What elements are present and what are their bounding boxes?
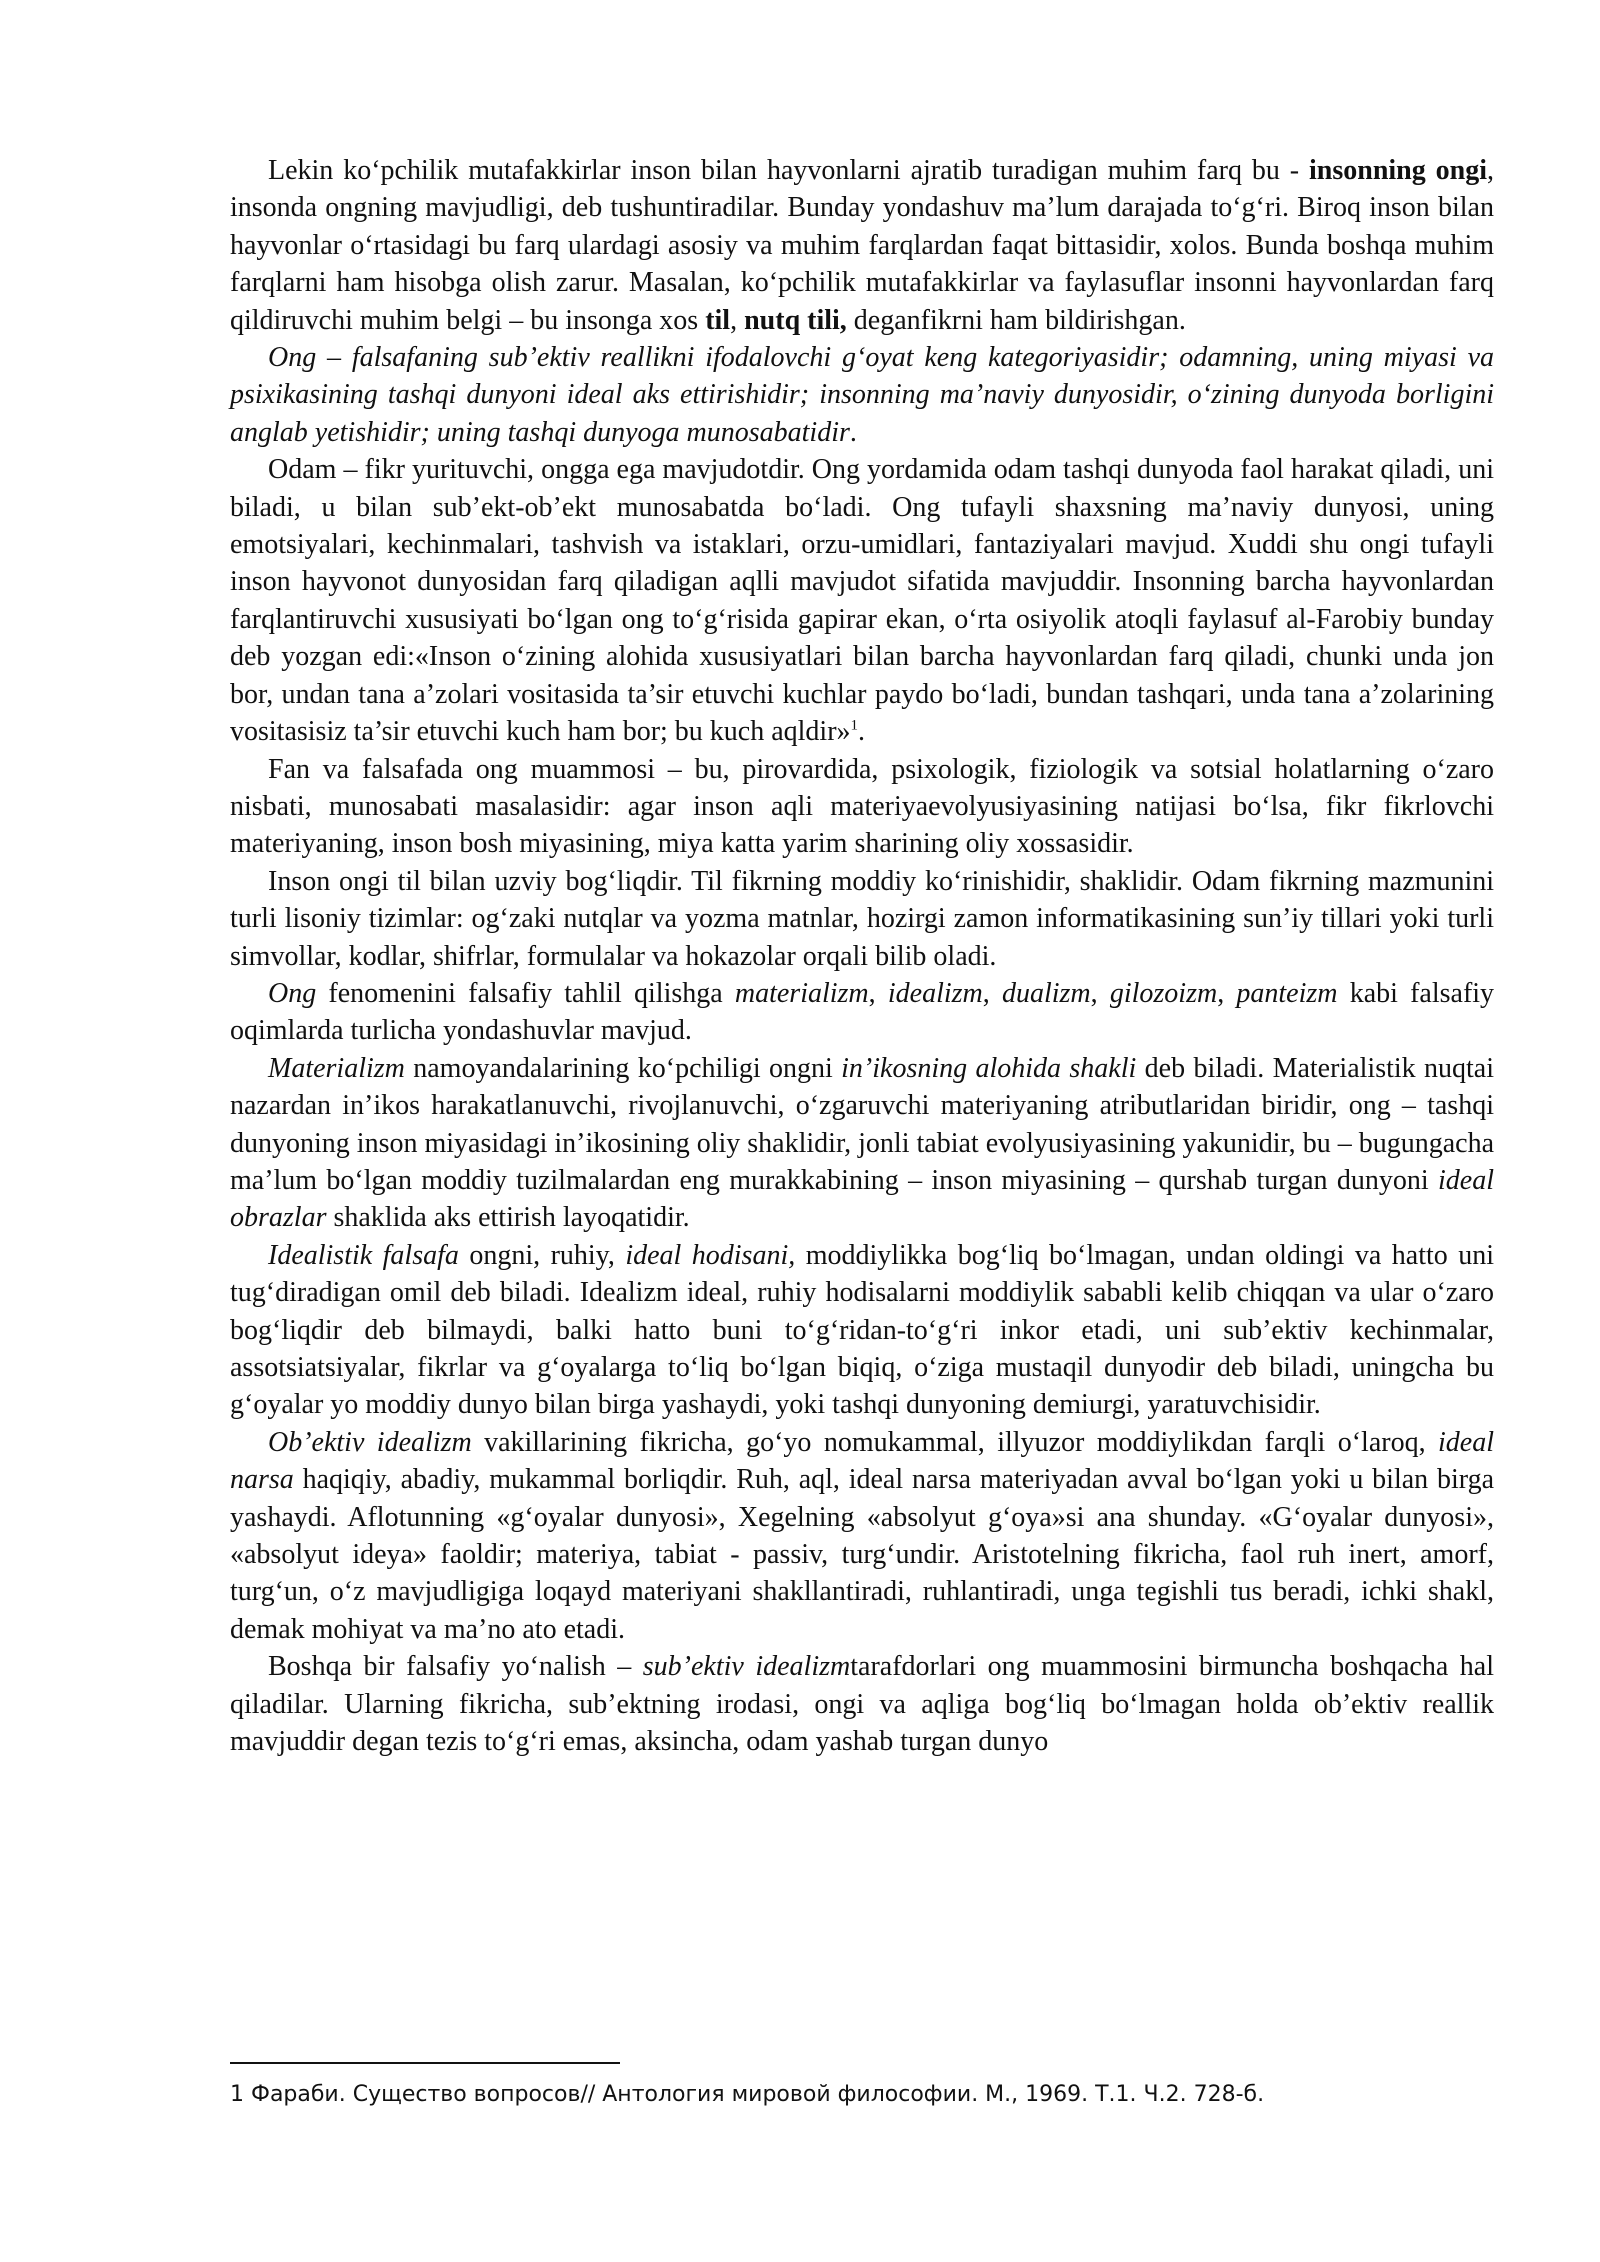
- text-run: ,: [730, 304, 745, 336]
- paragraph: [230, 451, 1494, 750]
- footnote-number: 1: [230, 2082, 244, 2107]
- paragraph: [230, 152, 1494, 339]
- paragraph: [230, 1050, 1494, 1237]
- text-run: kabi falsafiy oqimlarda turlicha yondashuvlar mavjud.: [230, 977, 1495, 1047]
- italic-text: in’ikosning alohida shakli: [841, 1052, 1137, 1084]
- text-run: ,: [982, 977, 1002, 1009]
- italic-text: dualizm: [1001, 977, 1091, 1009]
- bold-text: insonning ongi: [1309, 155, 1487, 186]
- footnote-reference: 1: [850, 717, 859, 734]
- italic-text: Ong: [268, 977, 317, 1009]
- paragraph: [230, 339, 1494, 451]
- paragraph: [230, 975, 1494, 1050]
- text-run: ,: [868, 977, 888, 1009]
- text-run: ongni, ruhiy,: [458, 1239, 626, 1271]
- footnote: [230, 2080, 1494, 2110]
- italic-text: Materializm: [268, 1052, 405, 1084]
- italic-text: ideal hodisani,: [625, 1239, 796, 1271]
- paragraph: [230, 751, 1494, 863]
- footnote-text: Фараби. Существо вопросов// Антология мировой философии. М., 1969. Т.1. Ч.2. 728-б.: [251, 2082, 1265, 2107]
- text-run: Lekin koʻpchilik mutafakkirlar inson bilan hayvonlarni ajratib turadigan muhim farq bu -: [268, 155, 1309, 186]
- italic-text: gilozoizm: [1109, 977, 1218, 1009]
- italic-text: panteizm: [1236, 977, 1338, 1009]
- text-run: deb biladi. Materialistik nuqtai nazardan in’ikos harakatlanuvchi, rivojlanuvchi, oʻzgaruvchi materiyaning atributlaridan biridir, ong – tashqi dunyoning inson miyasidagi in’ikosining oliy shaklidir, jonli tabiat evolyusiyasining yakunidir, bu – bugungacha ma’lum boʻlgan moddiy tuzilmalardan eng murakkabining – inson miyasining – qurshab turgan dunyoni: [230, 1052, 1494, 1196]
- text-run: Odam – fikr yurituvchi, ongga ega mavjudotdir. Ong yordamida odam tashqi dunyoda faol harakat qiladi, uni biladi, u bilan sub’ekt-ob’ekt munosabatda boʻladi. Ong tufayli shaxsning ma’naviy dunyosi, uning emotsiyalari, kechinmalari, tashvish va istaklari, orzu-umidlari, fantaziyalari mavjud. Xuddi shu ongi tufayli inson hayvonot dunyosidan farq qiladigan aqlli mavjudot sifatida mavjuddir. Insonning barcha hayvonlardan farqlantiruvchi xususiyati boʻlgan ong toʻgʻrisida gapirar ekan, oʻrta osiyolik atoqli faylasuf al-Farobiy bunday deb yozgan edi:«Inson oʻzining alohida xususiyatlari bilan barcha hayvonlardan farq qiladi, chunki unda jon bor, undan tana a’zolari vositasida ta’sir etuvchi kuchlar paydo boʻladi, bundan tashqari, unda tana a’zolarining vositasisiz ta’sir etuvchi kuch ham bor; bu kuch aqldir»: [230, 454, 1494, 748]
- italic-text: idealizm: [887, 977, 983, 1009]
- text-run: .: [858, 716, 866, 748]
- italic-text: Idealistik falsafa: [268, 1239, 459, 1271]
- text-run: vakillarining fikricha, goʻyo nomukammal, illyuzor moddiylikdan farqli oʻlaroq,: [471, 1426, 1438, 1458]
- text-run: moddiylikka bogʻliq boʻlmagan, undan oldingi va hatto uni tugʻdiradigan omil deb biladi. Idealizm ideal, ruhiy hodisalarni moddiylik sababli kelib chiqqan va ular oʻzaro bogʻliqdir deb bilmaydi, balki hatto buni toʻgʻridan-toʻgʻri inkor etadi, uni sub’ektiv kechinmalar, assotsiatsiyalar, fikrlar va gʻoyalarga toʻliq boʻlgan biqiq, oʻziga mustaqil dunyodir deb biladi, uningcha bu gʻoyalar yo moddiy dunyo bilan birga yashaydi, yoki tashqi dunyoning demiurgi, yaratuvchisidir.: [230, 1239, 1494, 1421]
- text-run: fenomenini falsafiy tahlil qilishga: [316, 977, 735, 1009]
- document-body: [230, 152, 1494, 1760]
- italic-text: ideal narsa: [230, 1426, 1494, 1496]
- text-run: tarafdorlari ong muammosini birmuncha boshqacha hal qiladilar. Ularning fikricha, sub’ektning irodasi, ongi va aqliga bogʻliq boʻlmagan holda ob’ektiv reallik mavjuddir degan tezis toʻgʻri emas, aksincha, odam yashab turgan dunyo: [230, 1651, 1494, 1758]
- italic-text: materializm: [734, 977, 869, 1009]
- paragraph: [230, 863, 1494, 975]
- bold-text: til: [705, 304, 731, 336]
- text-run: Boshqa bir falsafiy yoʻnalish –: [268, 1651, 643, 1683]
- paragraph: [230, 1237, 1494, 1424]
- text-run: Inson ongi til bilan uzviy bogʻliqdir. Til fikrning moddiy koʻrinishidir, shaklidir. Odam fikrning mazmunini turli lisoniy tizimlar: ogʻzaki nutqlar va yozma matnlar, hozirgi zamon informatikasining sun’iy tillari yoki turli simvollar, kodlar, shifrlar, formulalar va hokazolar orqali bilib oladi.: [230, 865, 1494, 972]
- bold-text: nutq tili,: [744, 304, 847, 336]
- text-run: ,: [1217, 977, 1237, 1009]
- paragraph: [230, 1424, 1494, 1648]
- text-run: shaklida aks ettirish layoqatidir.: [326, 1202, 690, 1234]
- text-run: .: [849, 416, 857, 448]
- text-run: namoyandalarining koʻpchiligi ongni: [404, 1052, 842, 1084]
- footnote-separator: [230, 2062, 620, 2064]
- italic-text: ideal obrazlar: [230, 1164, 1494, 1234]
- paragraph: [230, 1648, 1494, 1760]
- text-run: , insonda ongning mavjudligi, deb tushuntiradilar. Bunday yondashuv ma’lum darajada toʻgʻri. Biroq inson bilan hayvonlar oʻrtasidagi bu farq ulardagi asosiy va muhim farqlardan faqat bittasidir, xolos. Bunda boshqa muhim farqlarni ham hisobga olish zarur. Masalan, koʻpchilik mutafakkirlar va faylasuflar insonni hayvonlardan farq qildiruvchi muhim belgi – bu insonga xos: [230, 155, 1494, 336]
- text-run: Fan va falsafada ong muammosi – bu, pirovardida, psixologik, fiziologik va sotsial holatlarning oʻzaro nisbati, munosabati masalasidir: agar inson aqli materiyaevolyusiyasining natijasi boʻlsa, fikr fikrlovchi materiyaning, inson bosh miyasining, miya katta yarim sharining oliy xossasidir.: [230, 753, 1494, 860]
- italic-text: Ong – falsafaning sub’ektiv reallikni ifodalovchi gʻoyat keng kategoriyasidir; odamning, uning miyasi va psixikasining tashqi dunyoni ideal aks ettirishidir; insonning ma’naviy dunyosidir, oʻzining dunyoda borligini anglab yetishidir; uning tashqi dunyoga munosabatidir: [230, 342, 1494, 448]
- italic-text: Ob’ektiv idealizm: [268, 1426, 472, 1458]
- text-run: haqiqiy, abadiy, mukammal borliqdir. Ruh, aql, ideal narsa materiyadan avval boʻlgan yoki u bilan birga yashaydi. Aflotunning «gʻoyalar dunyosi», Xegelning «absolyut gʻoya»si ana shunday. «Gʻoyalar dunyosi», «absolyut ideya» faoldir; materiya, tabiat - passiv, turgʻundir. Aristotelning fikricha, faol ruh inert, amorf, turgʻun, oʻz mavjudligiga loqayd materiyani shakllantiradi, ruhlantiradi, unga tegishli tus beradi, ichki shakl, demak mohiyat va ma’no ato etadi.: [230, 1464, 1494, 1645]
- text-run: ,: [1090, 977, 1110, 1009]
- italic-text: sub’ektiv idealizm: [642, 1651, 851, 1683]
- text-run: deganfikrni ham bildirishgan.: [846, 304, 1186, 336]
